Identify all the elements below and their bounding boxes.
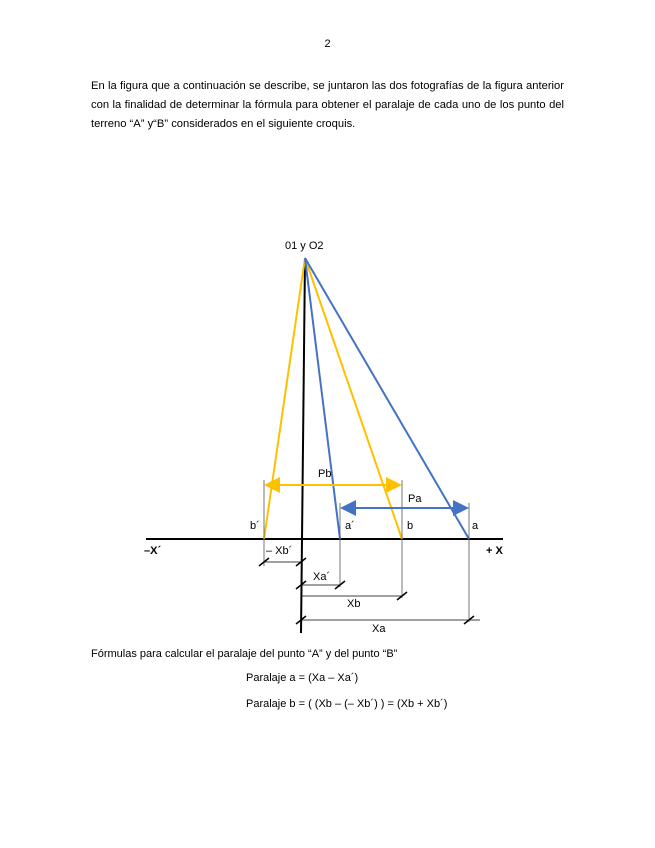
vertical-axis [301, 258, 305, 633]
dim-xa-label: Xa [372, 623, 386, 635]
page-number: 2 [324, 38, 331, 50]
dim-xa-prime-label: Xa´ [313, 571, 331, 583]
axis-neg-label: –X´ [144, 545, 162, 557]
pb-label: Pb [318, 468, 332, 480]
point-a-label: a [472, 520, 479, 532]
point-a-prime-label: a´ [345, 520, 355, 532]
pa-label: Pa [408, 493, 422, 505]
dim-xb-label: Xb [347, 598, 361, 610]
point-b-label: b [407, 520, 414, 532]
intro-text: En la figura que a continuación se describe, se juntaron las dos fotografías de la figura anterior con la finalidad de determinar la fórmula para obtener el paralaje de cada uno de los punto del terreno “A” y“B” considerados en el siguiente croquis. [91, 80, 564, 130]
axis-pos-label: + X [486, 545, 503, 557]
point-b-prime-label: b´ [250, 520, 260, 532]
formula-parallax-a: Paralaje a = (Xa – Xa´) [246, 672, 359, 684]
formulas-heading: Fórmulas para calcular el paralaje del punto “A” y del punto “B” [91, 648, 398, 660]
ray-b-prime [264, 258, 305, 539]
formula-parallax-b: Paralaje b = ( (Xb – (– Xb´) ) = (Xb + Xb´) [246, 698, 448, 710]
apex-label: 01 y O2 [285, 240, 324, 252]
ray-a-prime [305, 258, 340, 539]
dim-xb-prime-label: – Xb´ [266, 545, 293, 557]
